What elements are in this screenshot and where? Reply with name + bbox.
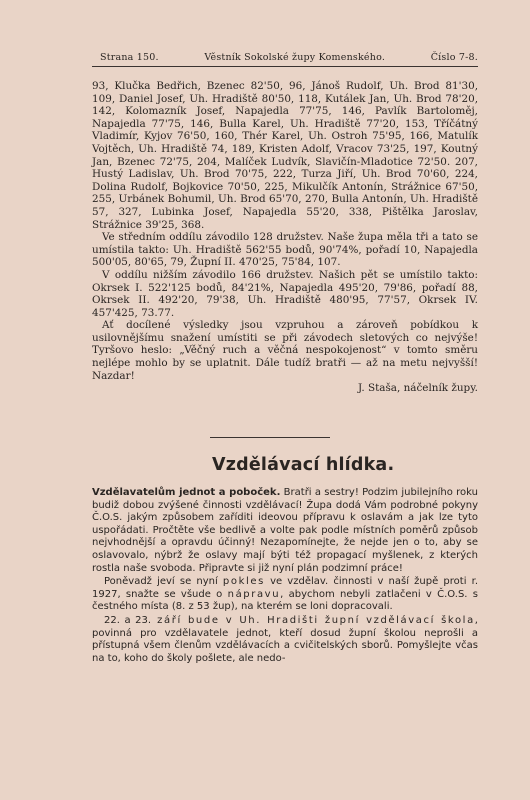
paragraph-text: , povinná pro vzdělavatele jednot, kteří dosud župní školou neprošli a přístupná všem členům vzdělávacích a cvičitelských sborů. Pomyšlejte včas na to, koho do školy pošlete, ale nedo- [92, 614, 478, 664]
education-paragraph-1 [92, 487, 478, 575]
paragraph-text: Poněvadž jeví se nyní [104, 576, 223, 588]
paragraph-text: , abychom nebyli zatlačeni v Č.O.S. s čestného místa (8. z 53 žup), na kterém se loni dopracovali. [92, 588, 478, 613]
page-number: Strana 150. [100, 52, 159, 63]
spaced-emphasis: nápravu [227, 588, 281, 600]
header-rule [92, 66, 478, 67]
results-report [92, 80, 478, 395]
signature: J. Staša, náčelník župy. [358, 382, 478, 395]
issue-number: Číslo 7-8. [430, 52, 478, 63]
journal-title: Věstník Sokolské župy Komenského. [204, 52, 386, 63]
middle-division-paragraph: Ve středním oddílu závodilo 128 družstev. Naše župa měla tři a tato se umístila takto: Uh. Hradiště 562'55 bodů, 90'74%, pořadí 10, Napajedla 500'05, 80'65, 79, Župní II. 470'25, 75'84, 107. [92, 231, 478, 269]
spaced-emphasis: září bude v Uh. Hradišti [151, 614, 325, 626]
education-paragraph-2 [92, 576, 478, 614]
running-header [100, 52, 478, 63]
education-section-body [92, 487, 478, 666]
education-paragraph-3 [92, 615, 478, 665]
lower-division-paragraph: V oddílu nižším závodilo 166 družstev. Našich pět se umístilo takto: Okrsek I. 522'125 bodů, 84'21%, Napajedla 495'20, 79'86, pořadí 88, Okrsek II. 492'20, 79'38, Uh. Hradiště 480'95, 77'57, Okrsek IV. 457'425, 73.77. [92, 268, 478, 319]
closing-paragraph: Ať docílené výsledky jsou vzpruhou a zároveň pobídkou k usilovnějšímu snažení umístiti se při závodech sletových co nejvýše! Tyršovo heslo: „Věčný ruch a věčná nespokojenost“ v tomto směru nejlépe mohlo by se uplatnit. Dále tudíž bratři — až na metu nejvyšší! Nazdar! [92, 319, 478, 382]
spaced-emphasis: župní vzdělávací škola [324, 614, 475, 626]
section-divider [210, 437, 330, 438]
results-list-paragraph: 93, Klučka Bedřich, Bzenec 82'50, 96, Jánoš Rudolf, Uh. Brod 81'30, 109, Daniel Josef, Uh. Hradiště 80'50, 118, Kutálek Jan, Uh. Brod 78'20, 142, Kolomazník Josef, Napajedla 77'75, 146, Pavlík Bartoloměj, Napajedla 77'75, 146, Bulla Karel, Uh. Hradiště 77'20, 153, Tříčátný Vladimír, Kyjov 76'50, 160, Thér Karel, Uh. Ostroh 75'95, 166, Matulík Vojtěch, Uh. Hradiště 74, 189, Kristen Adolf, Vracov 73'25, 197, Koutný Jan, Bzenec 72'75, 204, Malíček Ludvík, Slavičín-Mladotice 72'50. 207, Hustý Ladislav, Uh. Brod 70'75, 222, Turza Jiří, Uh. Brod 70'60, 224, Dolina Rudolf, Bojkovice 70'50, 225, Mikulčík Antonín, Strážnice 67'50, 255, Urbánek Bohumil, Uh. Brod 65'70, 270, Bulla Antonín, Uh. Hradiště 57, 327, Lubinka Josef, Napajedla 55'20, 338, Pištělka Jaroslav, Strážnice 39'25, 368. [92, 80, 478, 231]
spaced-emphasis: pokles [222, 576, 265, 588]
section-title: Vzdělávací hlídka. [212, 455, 395, 475]
paragraph-text: Bratři a sestry! Podzim jubilejního roku budiž dobou zvýšené činnosti vzdělávací! Župa dodá Vám podrobné pokyny Č.O.S. jakým způsobem zaříditi ideovou přípravu k oslavám a jak lze tyto uspořádati. Pročtěte vše bedlivě a volte pak podle místních poměrů způsob nejvhodnější a opravdu účinný! Nezapomínejte, že nejde jen o to, aby se oslavovalo, nýbrž že oslavy mají býti též propagací myšlenek, z kterých rostla naše svoboda. Připravte si již nyní plán podzimní práce! [92, 487, 478, 574]
paragraph-lead: Vzdělavatelům jednot a poboček. [92, 487, 281, 498]
paragraph-date: 22. a 23. [104, 614, 152, 626]
paragraph-text: ve vzdělav. činnosti v naší župě proti r. 1927, snažte se všude o [92, 576, 478, 600]
